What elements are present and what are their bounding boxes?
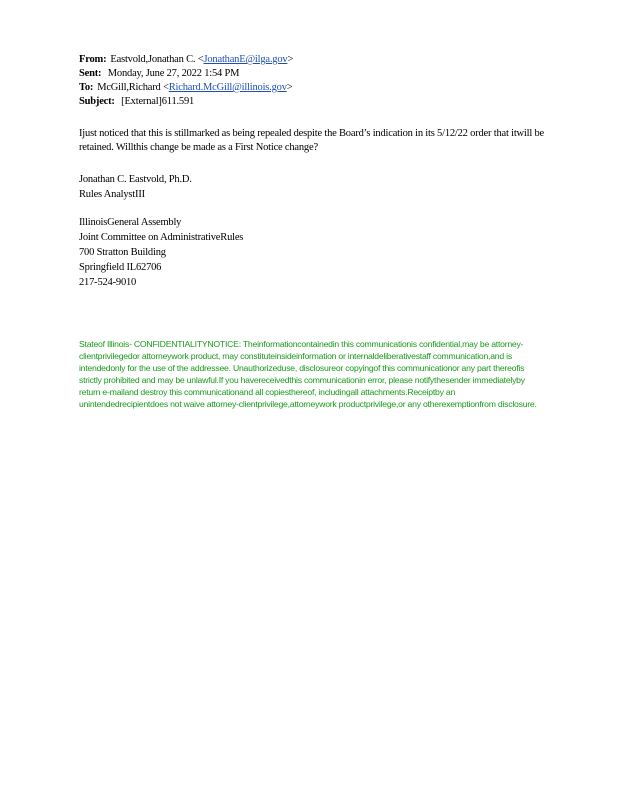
confidentiality-notice: Stateof Illinois- CONFIDENTIALITYNOTICE: Theinformationcontainedin this communicationis confidential,may be attorney-clientprivilegedor attorneywork product, may constituteinsideinformation or internaldeliberativestaff communication,and is intendedonly for the use of the addressee. Unauthorizeduse, disclosureor copyingof this communicationor any part thereofis strictly prohibited and may be unlawful.If you havereceivedthis communicationin error, please notifythesender immediatelyby return e-mailand destroy this communicationand all copiesthereof, includingall attachments.Receiptby an unintendedrecipientdoes not waive attorney-clientprivilege,attorneywork productprivilege,or any otherexemptionfrom disclosure. (79, 339, 537, 409)
address-org: IllinoisGeneral Assembly (79, 217, 182, 228)
message-paragraph: Ijust noticed that this is stillmarked as being repealed despite the Board’s indication in its 5/12/22 order that itwill be retained. Willthis change be made as a First Notice change? (79, 128, 545, 153)
email-header (79, 53, 549, 109)
email-document (79, 53, 549, 290)
address-committee: Joint Committee on AdministrativeRules (79, 232, 244, 243)
to-label: To: (79, 82, 94, 93)
subject-line (79, 95, 549, 109)
signature-block (79, 172, 549, 202)
to-line (79, 81, 549, 95)
subject-label: Subject: (79, 96, 115, 107)
from-email-link[interactable]: JonathanE@ilga.gov (203, 54, 288, 65)
address-building: 700 Stratton Building (79, 247, 166, 258)
sent-value: Monday, June 27, 2022 1:54 PM (107, 68, 240, 79)
to-name: McGill,Richard < (97, 82, 169, 93)
subject-value: [External]611.591 (121, 96, 195, 107)
signature-title: Rules AnalystIII (79, 189, 145, 200)
from-name: Eastvold,Jonathan C. < (110, 54, 204, 65)
address-block (79, 215, 549, 290)
from-label: From: (79, 54, 107, 65)
from-line (79, 53, 549, 67)
address-city: Springfield IL62706 (79, 262, 162, 273)
sent-line (79, 67, 549, 81)
signature-name: Jonathan C. Eastvold, Ph.D. (79, 174, 192, 185)
to-close: > (286, 82, 293, 93)
sent-label: Sent: (79, 68, 102, 79)
to-email-link[interactable]: Richard.McGill@illinois.gov (168, 82, 287, 93)
address-phone: 217-524-9010 (79, 277, 137, 288)
from-close: > (287, 54, 294, 65)
